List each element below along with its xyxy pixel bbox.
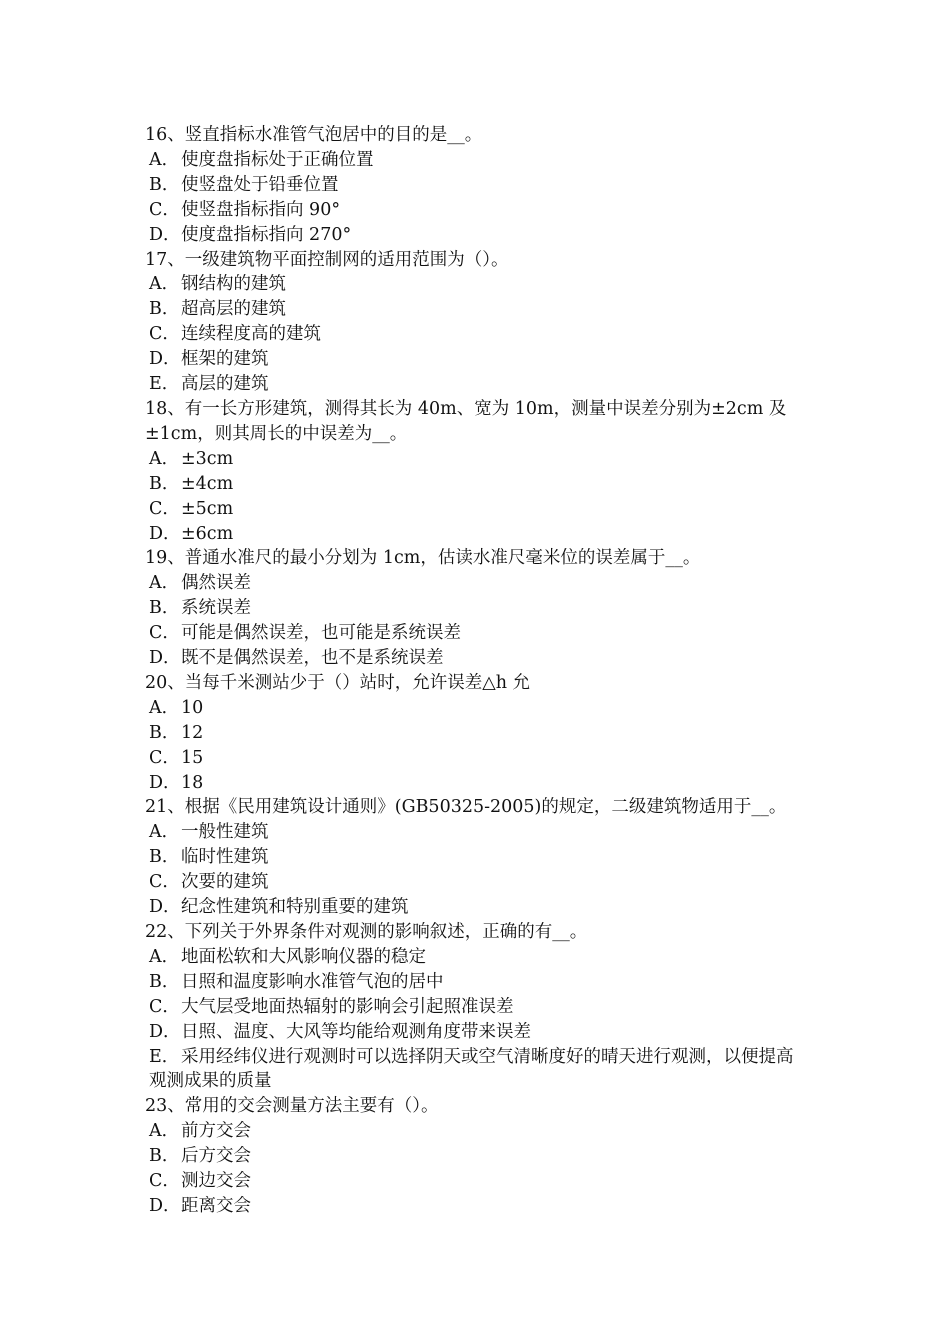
option-letter: E． <box>149 374 180 395</box>
question-stem: 18、有一长方形建筑，测得其长为 40m、宽为 10m，测量中误差分别为±2cm 及±1cm，则其周长的中误差为__。 <box>145 398 787 444</box>
option-item <box>145 596 810 621</box>
option-letter: C． <box>149 872 180 893</box>
option-item <box>145 1045 810 1095</box>
option-letter: D． <box>149 224 181 245</box>
option-letter: C． <box>149 747 180 768</box>
option-text: 日照、温度、大风等均能给观测角度带来误差 <box>181 1021 531 1042</box>
option-item <box>145 895 810 920</box>
option-text: 临时性建筑 <box>181 847 269 868</box>
option-item <box>145 223 810 248</box>
option-letter: D． <box>149 1021 181 1042</box>
option-text: 使度盘指标处于正确位置 <box>181 149 374 170</box>
option-item <box>145 970 810 995</box>
option-letter: B． <box>149 1146 180 1167</box>
option-text: 纪念性建筑和特别重要的建筑 <box>181 897 409 918</box>
option-letter: C． <box>149 623 180 644</box>
option-text: ±6cm <box>181 523 234 544</box>
question-stem: 22、下列关于外界条件对观测的影响叙述，正确的有__。 <box>145 922 588 942</box>
option-item <box>145 372 810 397</box>
option-item <box>145 945 810 970</box>
option-text: 超高层的建筑 <box>181 299 286 320</box>
option-text: ±5cm <box>181 498 234 519</box>
option-letter: C． <box>149 199 180 220</box>
option-item <box>145 1194 810 1219</box>
option-item <box>145 522 810 547</box>
question-stem: 21、根据《民用建筑设计通则》(GB50325-2005)的规定，二级建筑物适用于__。 <box>145 797 787 818</box>
option-letter: B． <box>149 174 180 195</box>
question-stem: 19、普通水准尺的最小分划为 1cm，估读水准尺毫米位的误差属于__。 <box>145 548 701 569</box>
option-text: 次要的建筑 <box>181 872 269 893</box>
option-item <box>145 1144 810 1169</box>
option-letter: C． <box>149 996 180 1017</box>
question-list <box>145 123 810 1219</box>
option-letter: E． <box>149 1046 180 1067</box>
option-text: 一般性建筑 <box>181 822 269 843</box>
option-item <box>145 472 810 497</box>
option-letter: D． <box>149 349 181 370</box>
option-item <box>145 497 810 522</box>
option-text: 框架的建筑 <box>181 349 269 370</box>
option-item <box>145 646 810 671</box>
option-item <box>145 1169 810 1194</box>
question-stem: 16、竖直指标水准管气泡居中的目的是__。 <box>145 125 483 145</box>
option-item <box>145 571 810 596</box>
option-letter: D． <box>149 523 181 544</box>
option-text: ±3cm <box>181 448 234 469</box>
option-text: 采用经纬仪进行观测时可以选择阴天或空气清晰度好的晴天进行观测，以便提高观测成果的质量 <box>149 1046 794 1092</box>
option-text: ±4cm <box>181 473 234 494</box>
option-letter: D． <box>149 1195 181 1216</box>
option-text: 连续程度高的建筑 <box>181 324 321 345</box>
option-item <box>145 995 810 1020</box>
option-letter: C． <box>149 324 180 345</box>
option-letter: D． <box>149 897 181 918</box>
option-letter: B． <box>149 299 180 320</box>
option-text: 地面松软和大风影响仪器的稳定 <box>181 946 426 967</box>
option-letter: B． <box>149 722 180 743</box>
question-stem: 17、一级建筑物平面控制网的适用范围为（）。 <box>145 249 509 270</box>
option-item <box>145 322 810 347</box>
option-text: 可能是偶然误差，也可能是系统误差 <box>181 623 461 644</box>
option-item <box>145 173 810 198</box>
option-item <box>145 771 810 796</box>
option-text: 既不是偶然误差，也不是系统误差 <box>181 648 444 669</box>
option-letter: D． <box>149 772 181 793</box>
option-letter: A． <box>149 274 180 295</box>
option-item <box>145 447 810 472</box>
option-item <box>145 820 810 845</box>
option-letter: A． <box>149 448 180 469</box>
option-item <box>145 621 810 646</box>
option-letter: A． <box>149 149 180 170</box>
question-stem: 23、常用的交会测量方法主要有（）。 <box>145 1096 439 1117</box>
option-item <box>145 198 810 223</box>
option-item <box>145 347 810 372</box>
option-item <box>145 721 810 746</box>
option-letter: A． <box>149 573 180 594</box>
option-item <box>145 870 810 895</box>
option-item <box>145 845 810 870</box>
option-text: 使度盘指标指向 270° <box>181 224 352 245</box>
option-item <box>145 746 810 771</box>
option-text: 使竖盘处于铅垂位置 <box>181 174 339 195</box>
option-letter: B． <box>149 847 180 868</box>
option-item <box>145 148 810 173</box>
option-item <box>145 297 810 322</box>
option-text: 10 <box>181 697 204 718</box>
option-letter: A． <box>149 822 180 843</box>
option-letter: A． <box>149 697 180 718</box>
option-letter: B． <box>149 598 180 619</box>
question-stem: 20、当每千米测站少于（）站时，允许误差△h 允 <box>145 672 531 693</box>
option-text: 18 <box>181 772 204 793</box>
option-letter: B． <box>149 971 180 992</box>
option-letter: D． <box>149 648 181 669</box>
option-text: 12 <box>181 722 204 743</box>
option-text: 测边交会 <box>181 1171 251 1192</box>
option-text: 高层的建筑 <box>181 374 269 395</box>
option-text: 距离交会 <box>181 1195 251 1216</box>
option-letter: A． <box>149 946 180 967</box>
option-item <box>145 1119 810 1144</box>
option-text: 偶然误差 <box>181 573 251 594</box>
option-text: 使竖盘指标指向 90° <box>181 199 341 220</box>
option-item <box>145 1020 810 1045</box>
option-item <box>145 696 810 721</box>
option-letter: B． <box>149 473 180 494</box>
option-text: 日照和温度影响水准管气泡的居中 <box>181 971 444 992</box>
option-text: 前方交会 <box>181 1121 251 1142</box>
option-letter: C． <box>149 1171 180 1192</box>
option-text: 钢结构的建筑 <box>181 274 286 295</box>
option-text: 后方交会 <box>181 1146 251 1167</box>
option-text: 系统误差 <box>181 598 251 619</box>
option-item <box>145 272 810 297</box>
option-letter: C． <box>149 498 180 519</box>
option-text: 15 <box>181 747 204 768</box>
option-text: 大气层受地面热辐射的影响会引起照准误差 <box>181 996 514 1017</box>
option-letter: A． <box>149 1121 180 1142</box>
